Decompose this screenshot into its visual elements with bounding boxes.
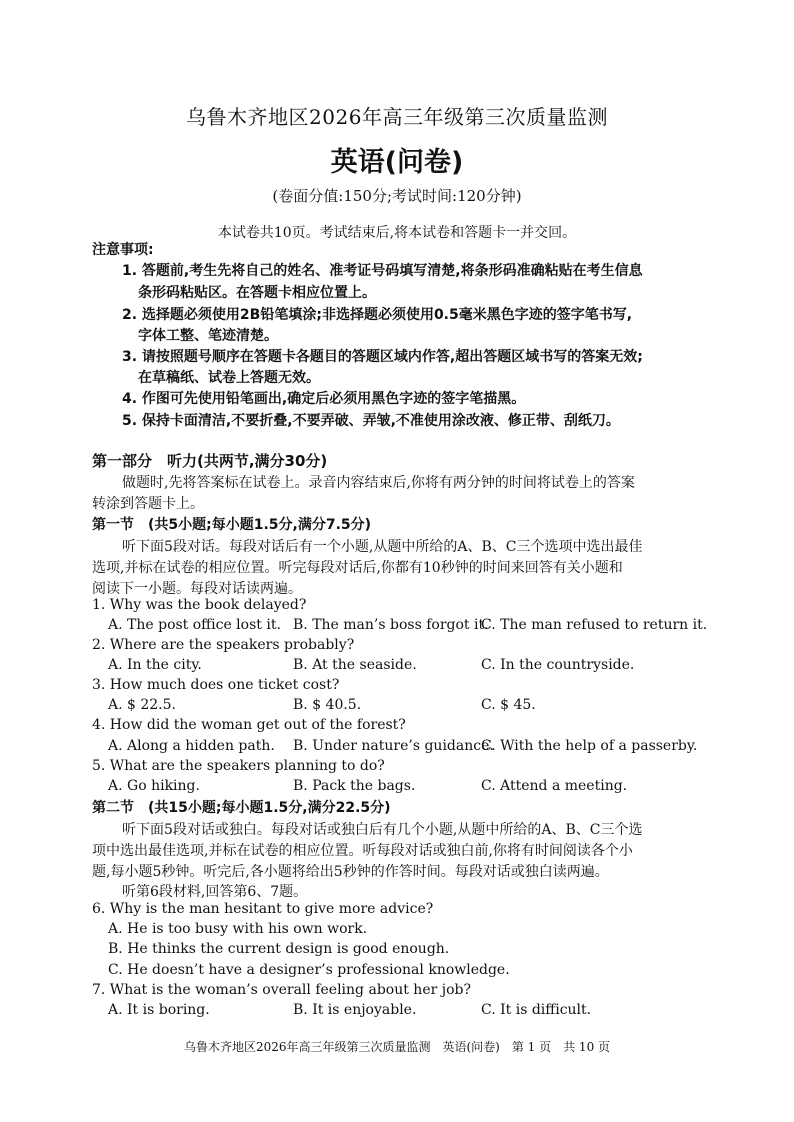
question-3: 3. How much does one ticket cost? xyxy=(92,677,340,693)
option-c: C. He doesn’t have a designer’s professional knowledge. xyxy=(108,962,510,978)
question-4: 4. How did the woman get out of the forest? xyxy=(92,717,406,733)
option-a: A. He is too busy with his own work. xyxy=(108,921,368,937)
notice-line: 4. 作图可先使用铅笔画出,确定后必须用黑色字迹的签字笔描黑。 xyxy=(122,391,526,407)
notice-line: 字体工整、笔迹清楚。 xyxy=(138,328,278,344)
section2-title: 第二节 (共15小题;每小题1.5分,满分22.5分) xyxy=(92,800,391,816)
option-a: A. Along a hidden path. xyxy=(108,738,275,754)
option-a: A. Go hiking. xyxy=(108,778,200,794)
option-c: C. The man refused to return it. xyxy=(481,617,708,633)
page-footer: 乌鲁木齐地区2026年高三年级第三次质量监测 英语(问卷) 第 1 页 共 10 页 xyxy=(183,1040,611,1054)
option-a: A. It is boring. xyxy=(108,1002,210,1018)
option-b: B. Pack the bags. xyxy=(293,778,416,794)
intro-text: 本试卷共10页。考试结束后,将本试卷和答题卡一并交回。 xyxy=(217,225,577,241)
notice-line: 在草稿纸、试卷上答题无效。 xyxy=(138,370,320,386)
option-c: C. In the countryside. xyxy=(481,657,635,673)
option-c: C. Attend a meeting. xyxy=(481,778,628,794)
material-instruction: 听第6段材料,回答第6、7题。 xyxy=(122,884,308,900)
option-a: A. In the city. xyxy=(108,657,202,673)
section2-desc: 题,每小题5秒钟。听完后,各小题将给出5秒钟的作答时间。每段对话或独白读两遍。 xyxy=(92,864,609,880)
section1-desc: 阅读下一小题。每段对话读两遍。 xyxy=(92,581,302,597)
question-2: 2. Where are the speakers probably? xyxy=(92,637,355,653)
subject-title: 英语(问卷) xyxy=(330,147,464,178)
section2-desc: 项中选出最佳选项,并标在试卷的相应位置。听每段对话或独白前,你将有时间阅读各个小 xyxy=(92,843,633,859)
option-b: B. The man’s boss forgot it. xyxy=(293,617,489,633)
option-b: B. $ 40.5. xyxy=(293,697,362,713)
part1-desc: 转涂到答题卡上。 xyxy=(92,496,204,512)
option-b: B. He thinks the current design is good enough. xyxy=(108,941,450,957)
section1-desc: 选项,并标在试卷的相应位置。听完每段对话后,你都有10秒钟的时间来回答有关小题和 xyxy=(92,560,623,576)
notice-line: 2. 选择题必须使用2B铅笔填涂;非选择题必须使用0.5毫米黑色字迹的签字笔书写, xyxy=(122,307,633,323)
question-7: 7. What is the woman’s overall feeling about her job? xyxy=(92,982,471,998)
exam-title: 乌鲁木齐地区2026年高三年级第三次质量监测 xyxy=(186,105,608,129)
question-6: 6. Why is the man hesitant to give more advice? xyxy=(92,901,434,917)
question-5: 5. What are the speakers planning to do? xyxy=(92,758,385,774)
score-time-info: (卷面分值:150分;考试时间:120分钟) xyxy=(272,187,522,205)
section1-title: 第一节 (共5小题;每小题1.5分,满分7.5分) xyxy=(92,517,372,533)
notice-title: 注意事项: xyxy=(92,242,154,258)
question-1: 1. Why was the book delayed? xyxy=(92,597,307,613)
part1-desc: 做题时,先将答案标在试卷上。录音内容结束后,你将有两分钟的时间将试卷上的答案 xyxy=(122,475,635,491)
option-c: C. $ 45. xyxy=(481,697,536,713)
notice-line: 3. 请按照题号顺序在答题卡各题目的答题区域内作答,超出答题区域书写的答案无效; xyxy=(122,349,643,365)
section2-desc: 听下面5段对话或独白。每段对话或独白后有几个小题,从题中所给的A、B、C三个选 xyxy=(122,822,643,838)
part1-title: 第一部分 听力(共两节,满分30分) xyxy=(92,452,328,470)
option-b: B. It is enjoyable. xyxy=(293,1002,417,1018)
notice-line: 1. 答题前,考生先将自己的姓名、准考证号码填写清楚,将条形码准确粘贴在考生信息 xyxy=(122,263,643,279)
option-c: C. With the help of a passerby. xyxy=(481,738,698,754)
option-b: B. Under nature’s guidance. xyxy=(293,738,494,754)
option-a: A. $ 22.5. xyxy=(108,697,176,713)
option-a: A. The post office lost it. xyxy=(108,617,281,633)
notice-line: 5. 保持卡面清洁,不要折叠,不要弄破、弄皱,不准使用涂改液、修正带、刮纸刀。 xyxy=(122,413,620,429)
option-b: B. At the seaside. xyxy=(293,657,417,673)
notice-line: 条形码粘贴区。在答题卡相应位置上。 xyxy=(138,285,376,301)
option-c: C. It is difficult. xyxy=(481,1002,592,1018)
section1-desc: 听下面5段对话。每段对话后有一个小题,从题中所给的A、B、C三个选项中选出最佳 xyxy=(122,539,643,555)
